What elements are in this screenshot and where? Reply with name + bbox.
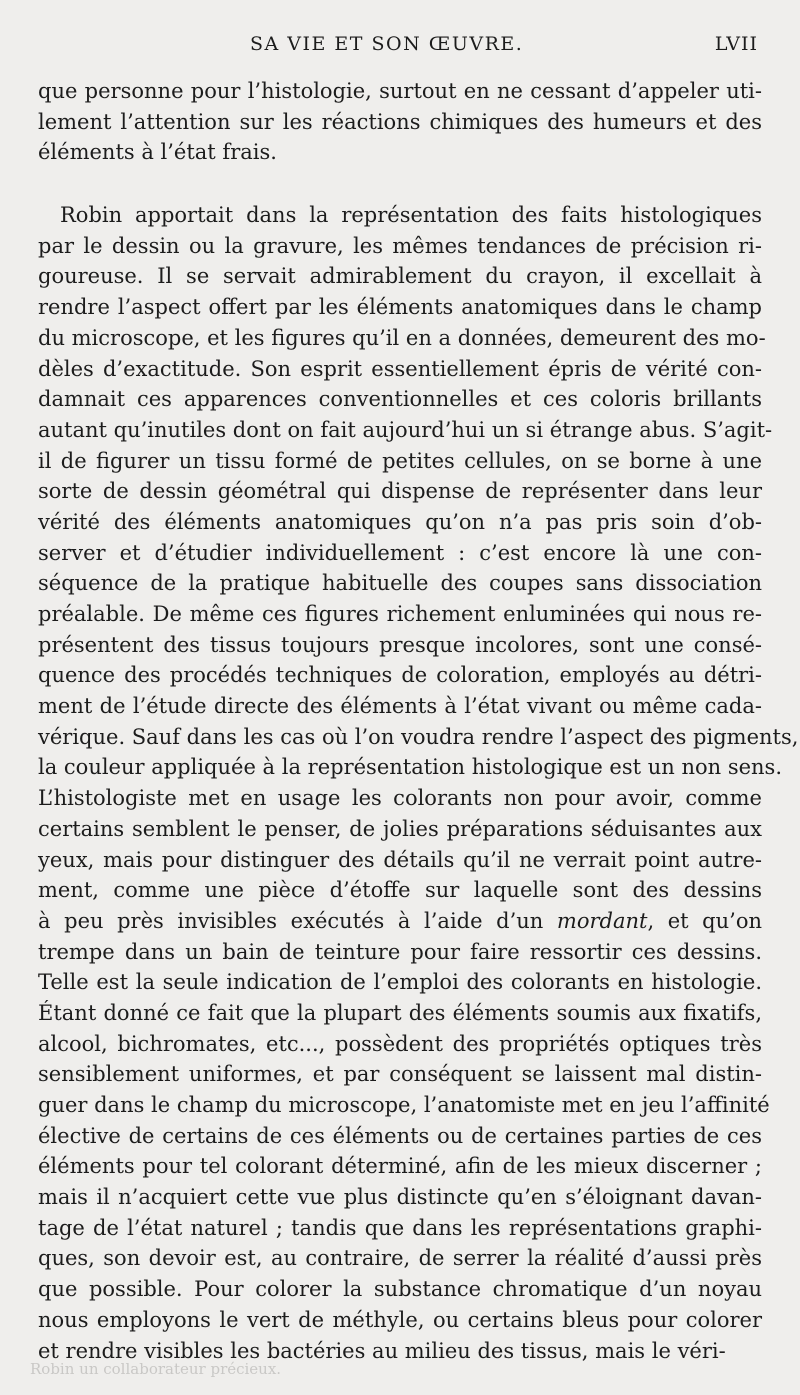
text-line: préalable. De même ces figures richement enluminées qui nous re- (38, 602, 762, 626)
text-line: il de figurer un tissu formé de petites cellules, on se borne à une (38, 448, 762, 473)
text-line: par le dessin ou la gravure, les mêmes tendances de précision ri- (38, 233, 762, 258)
paragraph-2 (38, 200, 799, 1366)
text-line: ques, son devoir est, au contraire, de serrer la réalité d’aussi près (38, 1246, 762, 1271)
text-line: Telle est la seule indication de l’emploi des colorants en histologie. (38, 970, 762, 995)
text-line: Robin apportait dans la représentation des faits histologiques (60, 203, 762, 228)
italic-word: mordant (556, 908, 648, 933)
text-line: yeux, mais pour distinguer des détails qu’il ne verrait point autre- (38, 847, 762, 872)
text-line: du microscope, et les figures qu’il en a données, demeurent des mo- (38, 325, 766, 350)
text-line: éléments à l’état frais. (38, 140, 277, 165)
text-line: sorte de dessin géométral qui dispense de représenter dans leur (38, 479, 762, 504)
text-line: guer dans le champ du microscope, l’anatomiste met en jeu l’affinité (38, 1093, 770, 1117)
page-header (0, 33, 800, 63)
text-line: lement l’attention sur les réactions chimiques des humeurs et des (38, 109, 762, 134)
text-line: la couleur appliquée à la représentation histologique est un non sens. (38, 755, 783, 780)
text-line: rendre l’aspect offert par les éléments anatomiques dans le champ (38, 295, 762, 320)
text-line: vérité des éléments anatomiques qu’on n’a pas pris soin d’ob- (38, 509, 762, 534)
text-line: Étant donné ce fait que la plupart des éléments soumis aux fixatifs, (38, 1000, 762, 1025)
text-line: à peu près invisibles exécutés à l’aide d’un mordant, et qu’on (38, 908, 762, 933)
text-line: server et d’étudier individuellement : c’est encore là une con- (38, 540, 762, 565)
text-line: L’histologiste met en usage les colorants non pour avoir, comme (38, 786, 762, 811)
text-line: sensiblement uniformes, et par conséquent se laissent mal distin- (38, 1062, 762, 1087)
text-line: et rendre visibles les bactéries au milieu des tissus, mais le véri- (38, 1338, 726, 1363)
text-line: trempe dans un bain de teinture pour faire ressortir ces dessins. (38, 939, 762, 964)
text-line: éléments pour tel colorant déterminé, afin de les mieux discerner ; (38, 1154, 762, 1179)
text-line: autant qu’inutiles dont on fait aujourd’hui un si étrange abus. S’agit- (38, 417, 773, 442)
text-line: élective de certains de ces éléments ou de certaines parties de ces (38, 1123, 762, 1148)
text-line: quence des procédés techniques de coloration, employés au détri- (38, 663, 762, 688)
text-line: séquence de la pratique habituelle des coupes sans dissociation (38, 571, 762, 596)
text-line: alcool, bichromates, etc..., possèdent des propriétés optiques très (38, 1031, 762, 1056)
text-line: que possible. Pour colorer la substance chromatique d’un noyau (38, 1277, 762, 1302)
running-title: SA VIE ET SON ŒUVRE. (250, 33, 524, 55)
text-line: dèles d’exactitude. Son esprit essentiellement épris de vérité con- (38, 356, 762, 381)
text-line: ment de l’étude directe des éléments à l’état vivant ou même cada- (38, 694, 762, 719)
text-line: nous employons le vert de méthyle, ou certains bleus pour colorer (38, 1307, 762, 1332)
show-through-text: Robin un collaborateur précieux. (30, 1360, 282, 1378)
text-line: que personne pour l’histologie, surtout en ne cessant d’appeler uti- (38, 79, 762, 103)
body-text (38, 76, 799, 1366)
text-line: ment, comme une pièce d’étoffe sur laquelle sont des dessins (38, 878, 762, 903)
text-line: tage de l’état naturel ; tandis que dans les représentations graphi- (38, 1215, 762, 1240)
text-line: damnait ces apparences conventionnelles et ces coloris brillants (38, 387, 762, 412)
text-line: goureuse. Il se servait admirablement du crayon, il excellait à (38, 264, 762, 289)
page-number: LVII (714, 33, 758, 55)
paragraph-gap (38, 168, 762, 200)
text-line: certains semblent le penser, de jolies préparations séduisantes aux (38, 816, 762, 841)
paragraph-1 (38, 76, 762, 168)
text-line: vérique. Sauf dans les cas où l’on voudra rendre l’aspect des pigments, (38, 724, 799, 749)
text-line: présentent des tissus toujours presque incolores, sont une consé- (38, 632, 762, 657)
text-line: mais il n’acquiert cette vue plus distincte qu’en s’éloignant davan- (38, 1185, 762, 1210)
